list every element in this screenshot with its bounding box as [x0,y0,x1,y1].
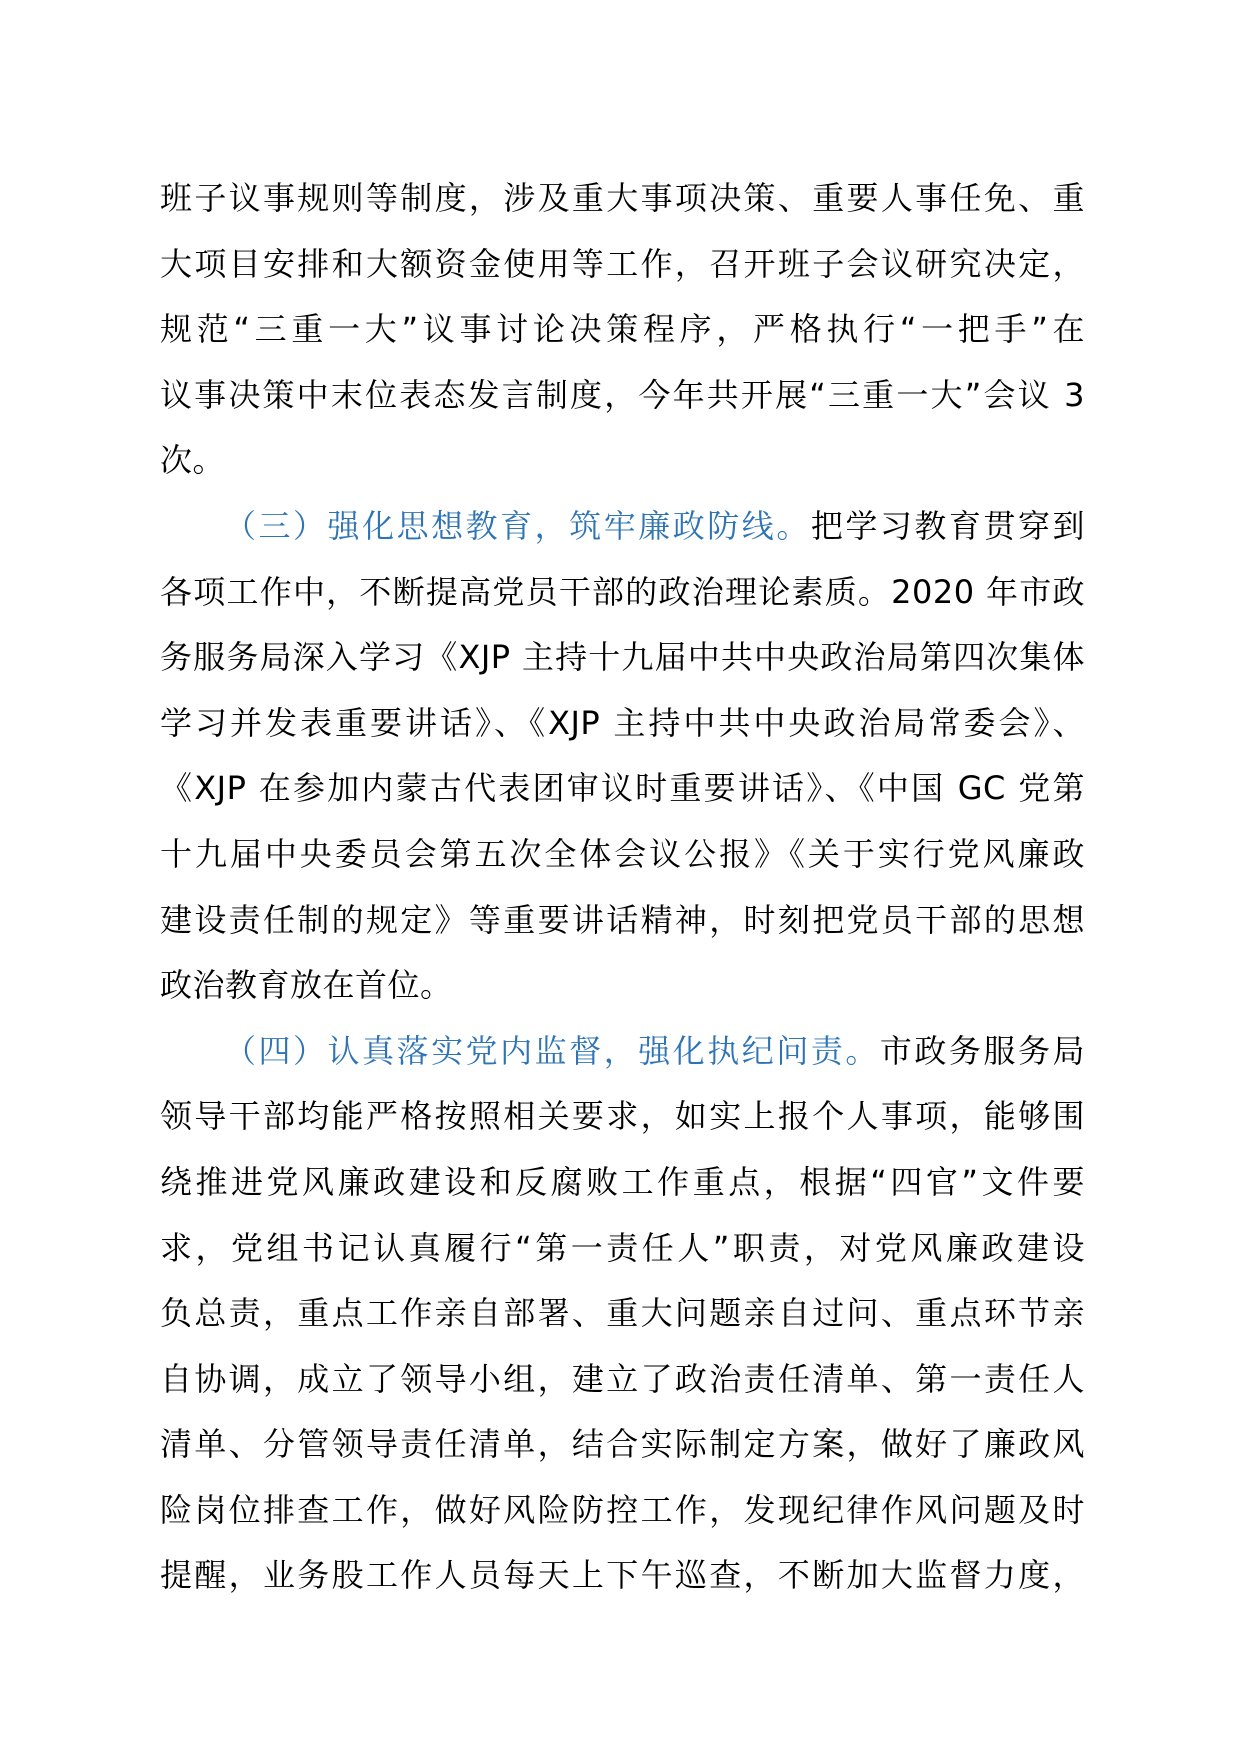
text-line: 清单、分管领导责任清单，结合实际制定方案，做好了廉政风 [160,1425,1085,1464]
text-line [160,494,1085,560]
text-line: 求，党组书记认真履行“第一责任人”职责，对党风廉政建设 [160,1228,1085,1267]
text-line: 规范“三重一大”议事讨论决策程序，严格执行“一把手”在 [160,310,1085,349]
document-body [160,166,1085,1609]
text-line: 建设责任制的规定》等重要讲话精神，时刻把党员干部的思想 [160,900,1085,939]
text-line: 负总责，重点工作亲自部署、重大问题亲自过问、重点环节亲 [160,1294,1085,1333]
text-line: 提醒，业务股工作人员每天上下午巡查，不断加大监督力度， [160,1556,1085,1595]
text-line: 次。 [160,441,226,480]
text-line: 各项工作中，不断提高党员干部的政治理论素质。2020 年市政 [160,572,1085,611]
text-line: 十九届中央委员会第五次全体会议公报》《关于实行党风廉政 [160,834,1085,873]
text-line [160,1019,1085,1085]
paragraph-internal-supervision [160,1019,1085,1609]
text-run: 把学习教育贯穿到 [810,506,1085,545]
text-line: 绕推进党风廉政建设和反腐败工作重点，根据“四官”文件要 [160,1162,1085,1201]
text-line: 自协调，成立了领导小组，建立了政治责任清单、第一责任人 [160,1359,1085,1398]
text-line: 领导干部均能严格按照相关要求，如实上报个人事项，能够围 [160,1097,1085,1136]
text-line: 务服务局深入学习《XJP 主持十九届中共中央政治局第四次集体 [160,638,1085,677]
text-run: 市政务服务局 [879,1031,1085,1070]
text-line: 险岗位排查工作，做好风险防控工作，发现纪律作风问题及时 [160,1490,1085,1529]
paragraph-meeting-rules [160,166,1085,494]
text-line: 议事决策中末位表态发言制度，今年共开展“三重一大”会议 3 [160,375,1085,414]
text-line: 大项目安排和大额资金使用等工作，召开班子会议研究决定， [160,244,1085,283]
text-line: 学习并发表重要讲话》、《XJP 主持中共中央政治局常委会》、 [160,703,1085,742]
paragraph-ideological-education [160,494,1085,1019]
text-line: 《XJP 在参加内蒙古代表团审议时重要讲话》、《中国 GC 党第 [160,769,1085,808]
text-line: 班子议事规则等制度，涉及重大事项决策、重要人事任免、重 [160,179,1085,217]
section-heading-3: （三）强化思想教育，筑牢廉政防线。 [224,506,811,545]
text-line: 政治教育放在首位。 [160,966,453,1005]
section-heading-4: （四）认真落实党内监督，强化执纪问责。 [224,1031,880,1070]
